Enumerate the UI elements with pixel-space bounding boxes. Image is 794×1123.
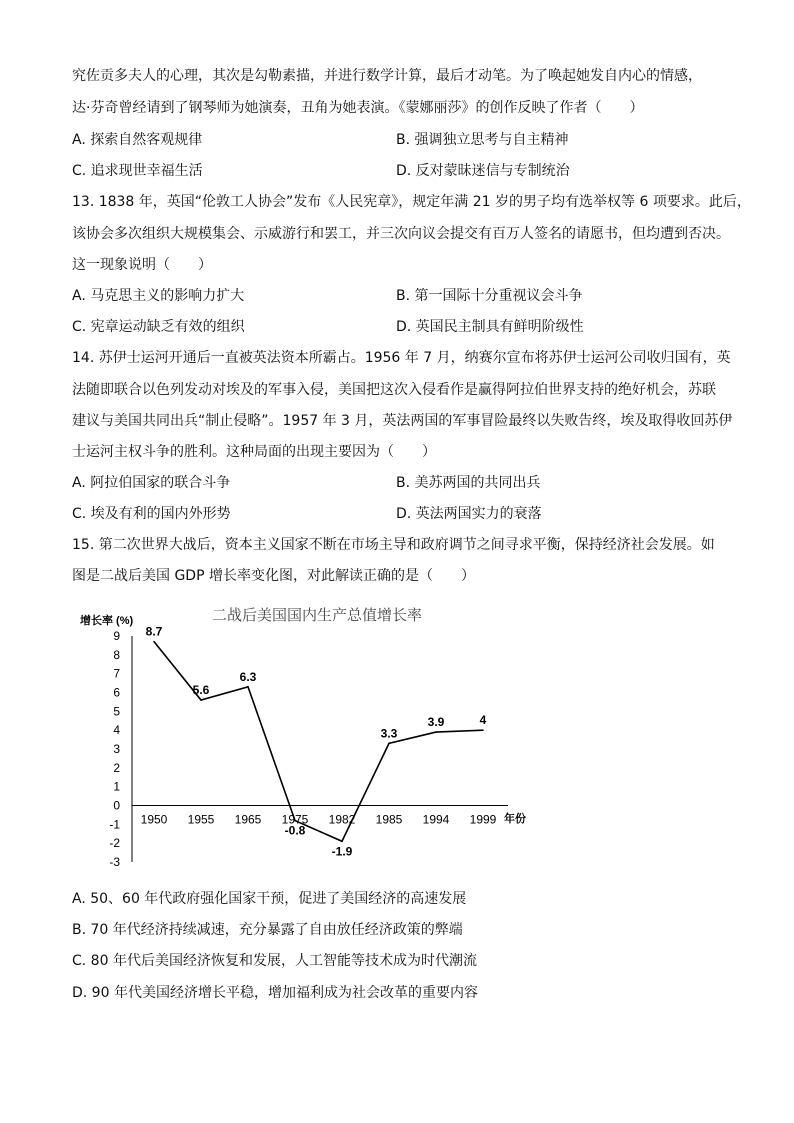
q12-option-b[interactable]: B. 强调独立思考与自主精神 — [396, 132, 569, 148]
q14-option-c[interactable]: C. 埃及有利的国内外形势 — [72, 506, 231, 522]
gdp-growth-chart — [72, 600, 552, 870]
data-point — [200, 699, 202, 701]
data-point — [388, 743, 390, 745]
x-axis-label: 年份 — [504, 813, 526, 825]
y-tick-label: 5 — [113, 704, 120, 719]
data-point — [153, 641, 155, 643]
q14-stem-line-3: 建议与美国共同出兵“制止侵略”。1957 年 3 月，英法两国的军事冒险最终以失败告终，埃及取得收回苏伊 — [72, 413, 733, 429]
q14-stem-line-2: 法随即联合以色列发动对埃及的军事入侵，美国把这次入侵看作是赢得阿拉伯世界支持的绝好机会，苏联 — [72, 382, 716, 398]
q13-option-d[interactable]: D. 英国民主制具有鲜明阶级性 — [396, 319, 584, 335]
q13-option-b[interactable]: B. 第一国际十分重视议会斗争 — [396, 288, 583, 304]
data-point — [482, 729, 484, 731]
x-tick-label: 1985 — [375, 812, 403, 827]
data-label: 3.3 — [380, 726, 398, 741]
q14-stem-line-4: 士运河主权斗争的胜利。这种局面的出现主要因为（ ） — [72, 444, 436, 460]
y-tick-label: 9 — [113, 629, 120, 643]
data-point — [341, 840, 343, 842]
y-tick-label: -2 — [109, 836, 120, 851]
series-line — [154, 642, 483, 842]
data-point — [247, 686, 249, 688]
y-tick-label: 4 — [113, 723, 120, 738]
y-tick-label: 8 — [113, 647, 120, 662]
data-label: -1.9 — [331, 844, 353, 859]
y-tick-label: -3 — [109, 855, 120, 869]
y-tick-label: 7 — [113, 666, 120, 681]
q14-stem-line-1: 14. 苏伊士运河开通后一直被英法资本所霸占。1956 年 7 月，纳赛尔宣布将苏伊士运河公司收归国有，英 — [72, 350, 731, 366]
y-tick-label: 1 — [113, 779, 120, 794]
q15-option-c[interactable]: C. 80 年代后美国经济恢复和发展，人工智能等技术成为时代潮流 — [72, 953, 477, 969]
q15-option-d[interactable]: D. 90 年代美国经济增长平稳，增加福利成为社会改革的重要内容 — [72, 985, 478, 1001]
q15-option-a[interactable]: A. 50、60 年代政府强化国家干预，促进了美国经济的高速发展 — [72, 891, 467, 907]
x-tick-label: 1994 — [422, 812, 450, 827]
q15-option-b[interactable]: B. 70 年代经济持续减速，充分暴露了自由放任经济政策的弊端 — [72, 922, 463, 938]
q13-stem-line-3: 这一现象说明（ ） — [72, 257, 212, 273]
data-label: -0.8 — [284, 823, 306, 838]
y-tick-label: -1 — [109, 817, 120, 832]
y-tick-label: 2 — [113, 760, 120, 775]
y-tick-label: 6 — [113, 685, 120, 700]
q15-stem-line-1: 15. 第二次世界大战后，资本主义国家不断在市场主导和政府调节之间寻求平衡，保持经济社会发展。如 — [72, 537, 715, 553]
q13-stem-line-1: 13. 1838 年，英国“伦敦工人协会”发布《人民宪章》，规定年满 21 岁的男子均有选举权等 6 项要求。此后， — [72, 194, 751, 210]
y-axis-label: 增长率 (%) — [80, 615, 134, 627]
y-tick-label: 0 — [113, 798, 120, 813]
data-label: 8.7 — [145, 624, 163, 639]
data-label: 6.3 — [239, 669, 257, 684]
q13-option-a[interactable]: A. 马克思主义的影响力扩大 — [72, 288, 245, 304]
x-tick-label: 1999 — [469, 812, 497, 827]
y-tick-label: 3 — [113, 742, 120, 756]
data-point — [435, 731, 437, 733]
q15-stem-line-2: 图是二战后美国 GDP 增长率变化图，对此解读正确的是（ ） — [72, 568, 475, 584]
x-tick-label: 1950 — [140, 812, 168, 827]
x-tick-label: 1982 — [328, 812, 356, 827]
data-label: 5.6 — [192, 683, 210, 698]
q12-text-line-2: 达·芬奇曾经请到了钢琴师为她演奏，丑角为她表演。《蒙娜丽莎》的创作反映了作者（ ） — [72, 100, 644, 116]
x-tick-label: 1955 — [187, 812, 215, 827]
chart-title: 二战后美国国内生产总值增长率 — [212, 607, 423, 624]
q13-option-c[interactable]: C. 宪章运动缺乏有效的组织 — [72, 319, 245, 335]
q12-option-d[interactable]: D. 反对蒙昧迷信与专制统治 — [396, 163, 570, 179]
data-label: 4 — [479, 713, 487, 728]
q13-stem-line-2: 该协会多次组织大规模集会、示威游行和罢工，并三次向议会提交有百万人签名的请愿书，但均遭到否决。 — [72, 226, 730, 242]
q14-option-a[interactable]: A. 阿拉伯国家的联合斗争 — [72, 475, 231, 491]
data-label: 3.9 — [427, 715, 445, 730]
q14-option-d[interactable]: D. 英法两国实力的衰落 — [396, 506, 542, 522]
q14-option-b[interactable]: B. 美苏两国的共同出兵 — [396, 475, 541, 491]
q12-text-line-1: 究佐贡多夫人的心理，其次是勾勒素描，并进行数学计算，最后才动笔。为了唤起她发自内心的情感， — [72, 68, 702, 84]
q12-option-c[interactable]: C. 追求现世幸福生活 — [72, 163, 203, 179]
q12-option-a[interactable]: A. 探索自然客观规律 — [72, 132, 203, 148]
x-tick-label: 1965 — [234, 812, 262, 827]
x-tick-label: 1975 — [281, 812, 309, 827]
